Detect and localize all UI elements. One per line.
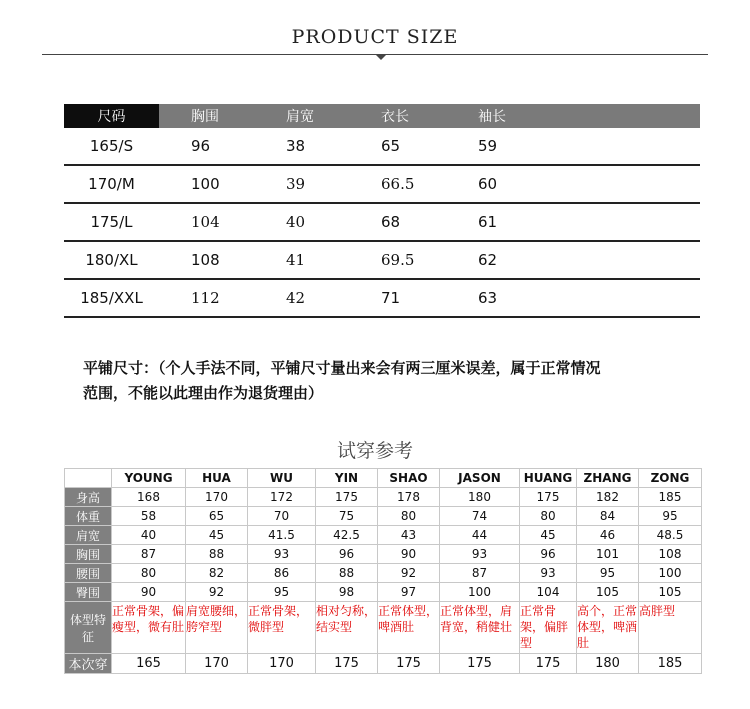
header-cell: 肩宽	[286, 109, 314, 125]
shoulder-cell: 41	[286, 251, 306, 269]
table-cell: 105	[577, 583, 639, 602]
table-row	[64, 128, 700, 164]
worn-size-cell: 180	[577, 654, 639, 674]
worn-size-cell: 185	[639, 654, 702, 674]
header-cell: 衣长	[381, 109, 409, 125]
row-label: 胸围	[65, 545, 112, 564]
chest-cell: 96	[191, 137, 211, 155]
note-line: 范围，不能以此理由作为退货理由）	[83, 384, 324, 402]
sleeve-cell: 59	[478, 137, 498, 155]
chest-cell: 100	[191, 175, 220, 193]
size-cell: 165/S	[89, 137, 134, 155]
table-cell: 44	[440, 526, 520, 545]
table-row	[65, 488, 702, 507]
table-cell: 80	[520, 507, 577, 526]
body-type-cell: 正常骨架，微胖型	[248, 602, 316, 654]
row-label: 臀围	[65, 583, 112, 602]
table-row	[65, 583, 702, 602]
table-row	[64, 202, 700, 240]
table-cell: 97	[378, 583, 440, 602]
table-cell: 104	[520, 583, 577, 602]
table-cell: 175	[316, 488, 378, 507]
table-row	[65, 507, 702, 526]
table-cell: 88	[316, 564, 378, 583]
person-name: WU	[248, 469, 316, 488]
table-cell: 82	[186, 564, 248, 583]
table-cell: 92	[378, 564, 440, 583]
sleeve-cell: 62	[478, 251, 498, 269]
table-cell: 96	[520, 545, 577, 564]
person-name: ZHANG	[577, 469, 639, 488]
table-row	[65, 526, 702, 545]
row-label: 肩宽	[65, 526, 112, 545]
size-cell: 185/XXL	[80, 289, 143, 307]
size-cell: 175/L	[90, 213, 133, 231]
size-cell: 180/XL	[85, 251, 138, 269]
table-cell: 105	[639, 583, 702, 602]
table-cell: 58	[112, 507, 186, 526]
table-cell: 74	[440, 507, 520, 526]
page-title: PRODUCT SIZE	[291, 26, 459, 48]
table-cell: 178	[378, 488, 440, 507]
table-cell: 46	[577, 526, 639, 545]
person-name: YOUNG	[112, 469, 186, 488]
table-cell: 170	[186, 488, 248, 507]
length-cell: 71	[381, 289, 401, 307]
length-cell: 68	[381, 213, 401, 231]
table-cell: 95	[248, 583, 316, 602]
table-cell: 96	[316, 545, 378, 564]
header-divider	[42, 54, 708, 55]
worn-size-cell: 175	[316, 654, 378, 674]
table-cell: 95	[639, 507, 702, 526]
table-cell: 87	[440, 564, 520, 583]
table-cell: 42.5	[316, 526, 378, 545]
table-cell: 101	[577, 545, 639, 564]
worn-size-cell: 175	[440, 654, 520, 674]
table-cell: 95	[577, 564, 639, 583]
sleeve-cell: 60	[478, 175, 498, 193]
table-cell: 43	[378, 526, 440, 545]
table-cell: 175	[520, 488, 577, 507]
corner-cell	[65, 469, 112, 488]
table-cell: 90	[112, 583, 186, 602]
sleeve-cell: 61	[478, 213, 498, 231]
table-cell: 108	[639, 545, 702, 564]
chest-cell: 108	[191, 251, 220, 269]
table-cell: 41.5	[248, 526, 316, 545]
person-name: HUANG	[520, 469, 577, 488]
shoulder-cell: 42	[286, 289, 306, 307]
table-cell: 92	[186, 583, 248, 602]
row-label: 体重	[65, 507, 112, 526]
row-label: 本次穿	[65, 654, 112, 674]
person-name: HUA	[186, 469, 248, 488]
worn-size-cell: 175	[378, 654, 440, 674]
table-cell: 172	[248, 488, 316, 507]
row-label: 身高	[65, 488, 112, 507]
fitting-header-row	[65, 469, 702, 488]
table-cell: 70	[248, 507, 316, 526]
table-cell: 100	[440, 583, 520, 602]
body-type-cell: 高胖型	[639, 602, 702, 654]
table-cell: 84	[577, 507, 639, 526]
length-cell: 65	[381, 137, 401, 155]
shoulder-cell: 40	[286, 213, 306, 231]
size-table-header	[64, 104, 700, 128]
header-cell: 袖长	[478, 109, 506, 125]
length-cell: 66.5	[381, 175, 415, 193]
table-row	[64, 164, 700, 202]
worn-size-cell: 170	[248, 654, 316, 674]
table-cell: 80	[378, 507, 440, 526]
table-cell: 93	[248, 545, 316, 564]
table-cell: 45	[186, 526, 248, 545]
table-cell: 90	[378, 545, 440, 564]
body-type-cell: 正常体型，肩背宽，稍健壮	[440, 602, 520, 654]
size-table-body	[64, 128, 700, 318]
table-row	[64, 278, 700, 316]
person-name: JASON	[440, 469, 520, 488]
body-type-row	[65, 602, 702, 654]
table-cell: 65	[186, 507, 248, 526]
fitting-title: 试穿参考	[336, 440, 413, 462]
table-cell: 80	[112, 564, 186, 583]
table-cell: 180	[440, 488, 520, 507]
size-table	[64, 104, 700, 318]
table-cell: 88	[186, 545, 248, 564]
fitting-table	[64, 468, 702, 674]
table-cell: 98	[316, 583, 378, 602]
caret-down-icon	[376, 55, 386, 60]
worn-size-cell: 165	[112, 654, 186, 674]
table-cell: 93	[440, 545, 520, 564]
chest-cell: 112	[191, 289, 220, 307]
table-cell: 75	[316, 507, 378, 526]
length-cell: 69.5	[381, 251, 415, 269]
table-cell: 93	[520, 564, 577, 583]
shoulder-cell: 39	[286, 175, 306, 193]
table-row	[64, 240, 700, 278]
header-cell: 尺码	[64, 104, 159, 128]
note-line: 平铺尺寸：（个人手法不同，平铺尺寸量出来会有两三厘米误差，属于正常情况	[83, 359, 601, 377]
body-type-cell: 肩宽腰细，胯窄型	[186, 602, 248, 654]
table-row	[65, 545, 702, 564]
row-label: 腰围	[65, 564, 112, 583]
header-cell: 胸围	[191, 109, 219, 125]
table-cell: 45	[520, 526, 577, 545]
table-cell: 40	[112, 526, 186, 545]
worn-size-cell: 170	[186, 654, 248, 674]
person-name: YIN	[316, 469, 378, 488]
size-cell: 170/M	[88, 175, 135, 193]
worn-size-cell: 175	[520, 654, 577, 674]
body-type-cell: 正常骨架，偏瘦型，微有肚	[112, 602, 186, 654]
shoulder-cell: 38	[286, 137, 306, 155]
table-cell: 100	[639, 564, 702, 583]
sleeve-cell: 63	[478, 289, 498, 307]
body-type-cell: 相对匀称，结实型	[316, 602, 378, 654]
table-cell: 86	[248, 564, 316, 583]
person-name: SHAO	[378, 469, 440, 488]
person-name: ZONG	[639, 469, 702, 488]
table-cell: 48.5	[639, 526, 702, 545]
body-type-cell: 正常骨架，偏胖型	[520, 602, 577, 654]
table-row	[65, 564, 702, 583]
measurement-note	[83, 356, 683, 406]
body-type-cell: 高个，正常体型，啤酒肚	[577, 602, 639, 654]
table-cell: 87	[112, 545, 186, 564]
table-cell: 182	[577, 488, 639, 507]
row-label: 体型特征	[65, 602, 112, 654]
chest-cell: 104	[191, 213, 220, 231]
worn-size-row	[65, 654, 702, 674]
table-cell: 185	[639, 488, 702, 507]
table-cell: 168	[112, 488, 186, 507]
body-type-cell: 正常体型，啤酒肚	[378, 602, 440, 654]
